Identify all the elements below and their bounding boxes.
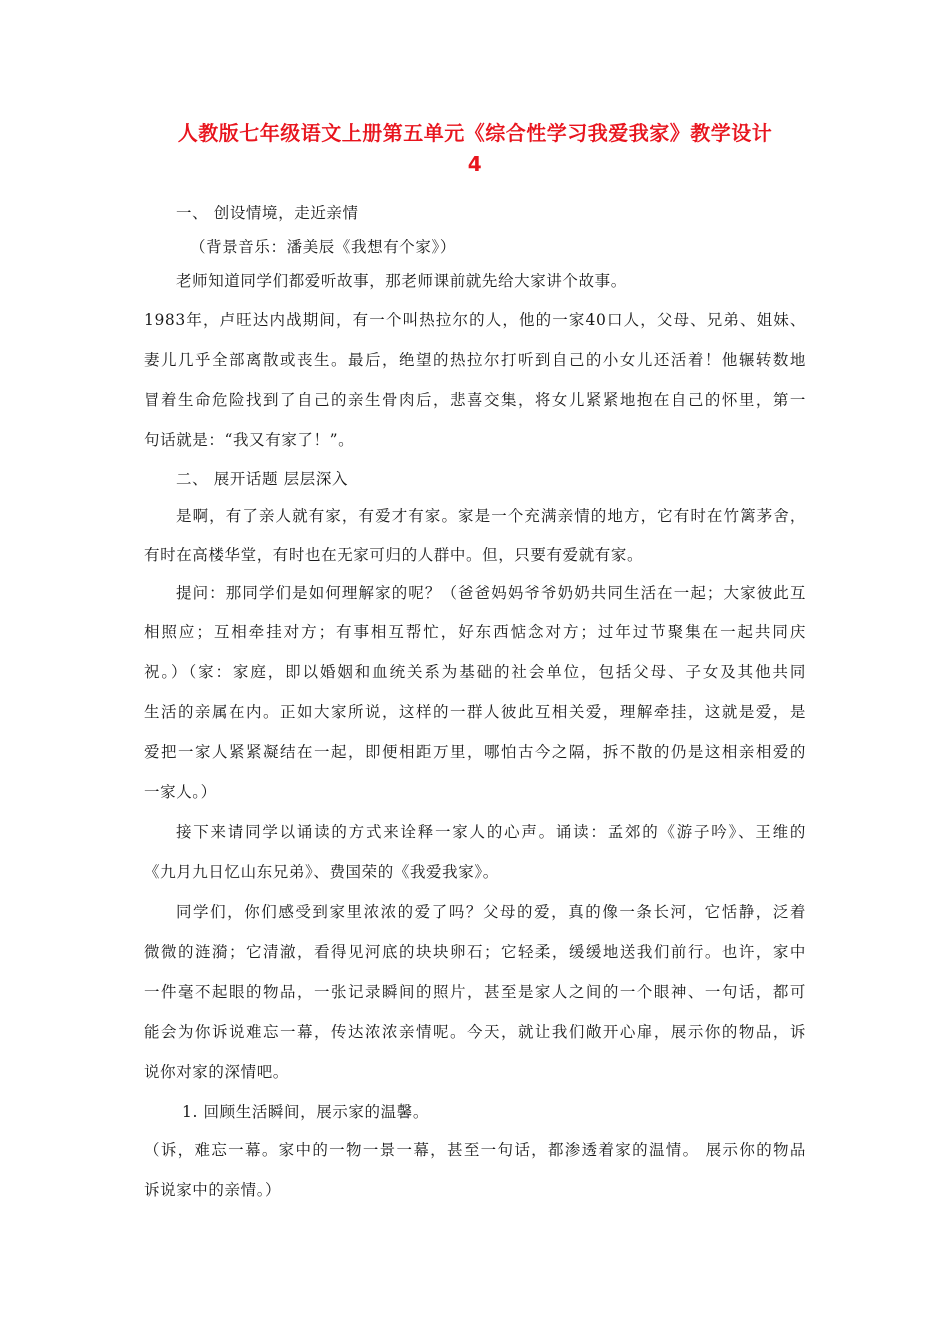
heading-1: 一、 创设情境，走近亲情 — [176, 204, 359, 222]
paragraph-line: 微微的涟漪；它清澈，看得见河底的块块卵石；它轻柔，缓缓地送我们前行。也许，家中 — [144, 943, 806, 961]
title-line-1: 人教版七年级语文上册第五单元《综合性学习我爱我家》教学设计 — [177, 121, 773, 145]
paragraph-line: 有时在高楼华堂，有时也在无家可归的人群中。但，只要有爱就有家。 — [144, 546, 644, 564]
paragraph-line: 接下来请同学以诵读的方式来诠释一家人的心声。诵读：孟郊的《游子吟》、王维的 — [176, 823, 806, 841]
list-item-1: 1. 回顾生活瞬间，展示家的温馨。 — [182, 1103, 429, 1121]
paragraph-line: （诉，难忘一幕。家中的一物一景一幕，甚至一句话，都渗透着家的温情。 展示你的物品 — [144, 1141, 806, 1159]
paragraph-line: 一家人。） — [144, 783, 217, 801]
paragraph-line: 能会为你诉说难忘一幕，传达浓浓亲情呢。今天，就让我们敞开心扉，展示你的物品，诉 — [144, 1023, 806, 1041]
paragraph-line: 句话就是：“我又有家了！”。 — [144, 431, 355, 449]
heading-2: 二、 展开话题 层层深入 — [176, 470, 349, 488]
paragraph-line: 说你对家的深情吧。 — [144, 1063, 289, 1081]
paragraph-line: 《九月九日忆山东兄弟》、费国荣的《我爱我家》。 — [144, 863, 499, 881]
paragraph-line: 爱把一家人紧紧凝结在一起，即便相距万里，哪怕古今之隔，拆不散的仍是这相亲相爱的 — [144, 743, 806, 761]
paragraph-line: （背景音乐：潘美辰《我想有个家》） — [190, 238, 456, 256]
paragraph-line: 冒着生命危险找到了自己的亲生骨肉后，悲喜交集，将女儿紧紧地抱在自己的怀里，第一 — [144, 391, 806, 409]
paragraph-line: 老师知道同学们都爱听故事，那老师课前就先给大家讲个故事。 — [176, 272, 627, 290]
paragraph-line: 1983年，卢旺达内战期间，有一个叫热拉尔的人，他的一家40口人，父母、兄弟、姐妹、 — [144, 311, 806, 329]
paragraph-line: 妻儿几乎全部离散或丧生。最后，绝望的热拉尔打听到自己的小女儿还活着！他辗转数地 — [144, 351, 806, 369]
paragraph-line: 一件毫不起眼的物品，一张记录瞬间的照片，甚至是家人之间的一个眼神、一句话，都可 — [144, 983, 806, 1001]
paragraph-line: 是啊，有了亲人就有家，有爱才有家。家是一个充满亲情的地方，它有时在竹篱茅舍， — [176, 507, 806, 525]
paragraph-line: 诉说家中的亲情。） — [144, 1181, 282, 1199]
document-title — [140, 118, 810, 180]
paragraph-line: 相照应；互相牵挂对方；有事相互帮忙，好东西惦念对方；过年过节聚集在一起共同庆 — [144, 623, 806, 641]
paragraph-line: 生活的亲属在内。正如大家所说，这样的一群人彼此互相关爱，理解牵挂，这就是爱，是 — [144, 703, 806, 721]
paragraph-line: 提问：那同学们是如何理解家的呢？（爸爸妈妈爷爷奶奶共同生活在一起；大家彼此互 — [176, 584, 806, 602]
paragraph-line: 同学们，你们感受到家里浓浓的爱了吗？父母的爱，真的像一条长河，它恬静，泛着 — [176, 903, 806, 921]
paragraph-line: 祝。）（家：家庭，即以婚姻和血统关系为基础的社会单位，包括父母、子女及其他共同 — [144, 663, 806, 681]
title-line-2: 4 — [467, 152, 483, 176]
